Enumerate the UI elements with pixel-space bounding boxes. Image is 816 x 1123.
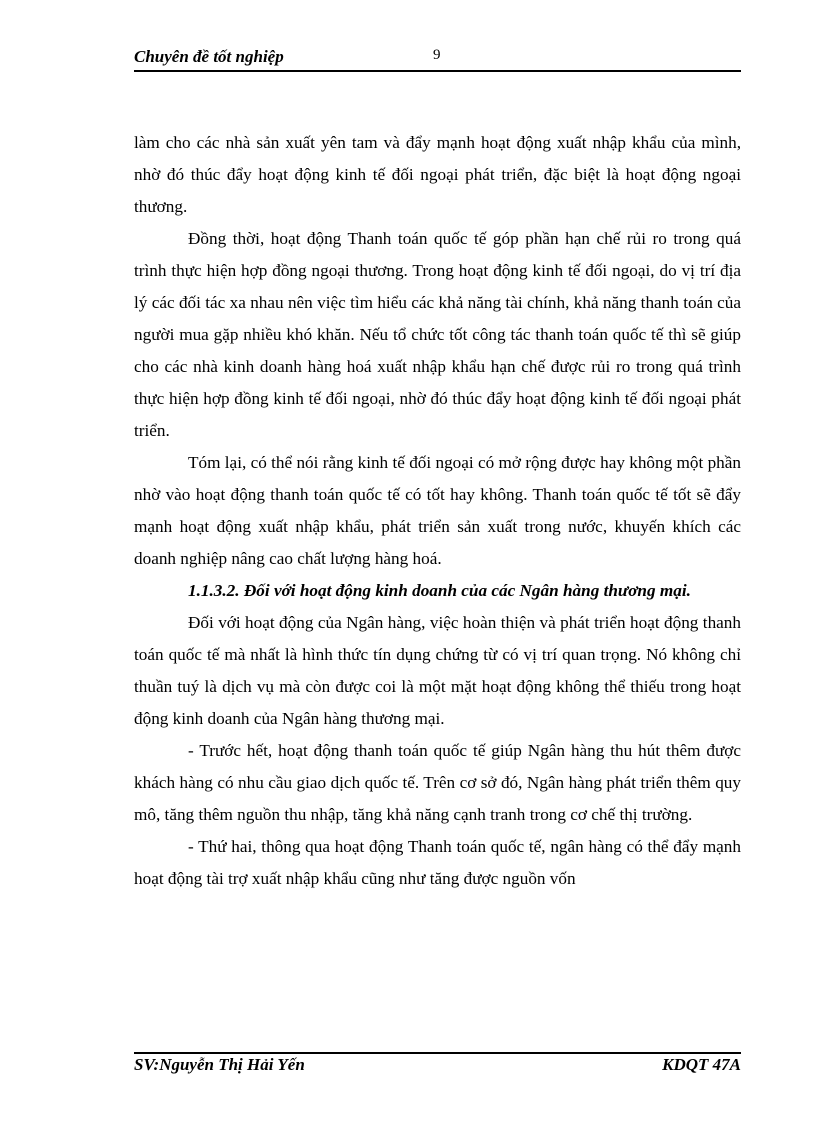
header-rule bbox=[134, 70, 741, 72]
paragraph-bank-role: Đối với hoạt động của Ngân hàng, việc hoàn thiện và phát triển hoạt động thanh toán quốc tế mà nhất là hình thức tín dụng chứng từ có vị trí quan trọng. Nó không chỉ thuần tuý là dịch vụ mà còn được coi là một mặt hoạt động không thể thiếu trong hoạt động kinh doanh của Ngân hàng thương mại. bbox=[134, 613, 741, 728]
document-body bbox=[134, 127, 741, 895]
footer-author: SV:Nguyễn Thị Hải Yến bbox=[134, 1055, 305, 1074]
section-heading: 1.1.3.2. Đối với hoạt động kinh doanh của các Ngân hàng thương mại. bbox=[188, 581, 691, 600]
page-number: 9 bbox=[433, 47, 441, 63]
footer-class-code: KDQT 47A bbox=[662, 1055, 741, 1074]
header-title: Chuyên đề tốt nghiệp bbox=[134, 47, 284, 66]
page-header bbox=[134, 47, 741, 71]
footer-rule bbox=[134, 1052, 741, 1054]
paragraph-first-point: - Trước hết, hoạt động thanh toán quốc tế giúp Ngân hàng thu hút thêm được khách hàng có nhu cầu giao dịch quốc tế. Trên cơ sở đó, Ngân hàng phát triển thêm quy mô, tăng thêm nguồn thu nhập, tăng khả năng cạnh tranh trong cơ chế thị trường. bbox=[134, 741, 741, 824]
paragraph-summary: Tóm lại, có thể nói rằng kinh tế đối ngoại có mở rộng được hay không một phần nhờ vào hoạt động thanh toán quốc tế có tốt hay không. Thanh toán quốc tế tốt sẽ đẩy mạnh hoạt động xuất nhập khẩu, phát triển sản xuất trong nước, khuyến khích các doanh nghiệp nâng cao chất lượng hàng hoá. bbox=[134, 453, 741, 568]
paragraph-risk-limitation: Đồng thời, hoạt động Thanh toán quốc tế góp phần hạn chế rủi ro trong quá trình thực hiện hợp đồng ngoại thương. Trong hoạt động kinh tế đối ngoại, do vị trí địa lý các đối tác xa nhau nên việc tìm hiểu các khả năng tài chính, khả năng thanh toán của người mua gặp nhiều khó khăn. Nếu tổ chức tốt công tác thanh toán quốc tế thì sẽ giúp cho các nhà kinh doanh hàng hoá xuất nhập khẩu hạn chế được rủi ro trong quá trình thực hiện hợp đồng kinh tế đối ngoại, nhờ đó thúc đẩy hoạt động kinh tế đối ngoại phát triển. bbox=[134, 229, 741, 440]
paragraph-second-point: - Thứ hai, thông qua hoạt động Thanh toán quốc tế, ngân hàng có thể đẩy mạnh hoạt động tài trợ xuất nhập khẩu cũng như tăng được nguồn vốn bbox=[134, 837, 741, 888]
paragraph-continuation: làm cho các nhà sản xuất yên tam và đẩy mạnh hoạt động xuất nhập khẩu của mình, nhờ đó thúc đẩy hoạt động kinh tế đối ngoại phát triển, đặc biệt là hoạt động ngoại thương. bbox=[134, 133, 741, 216]
